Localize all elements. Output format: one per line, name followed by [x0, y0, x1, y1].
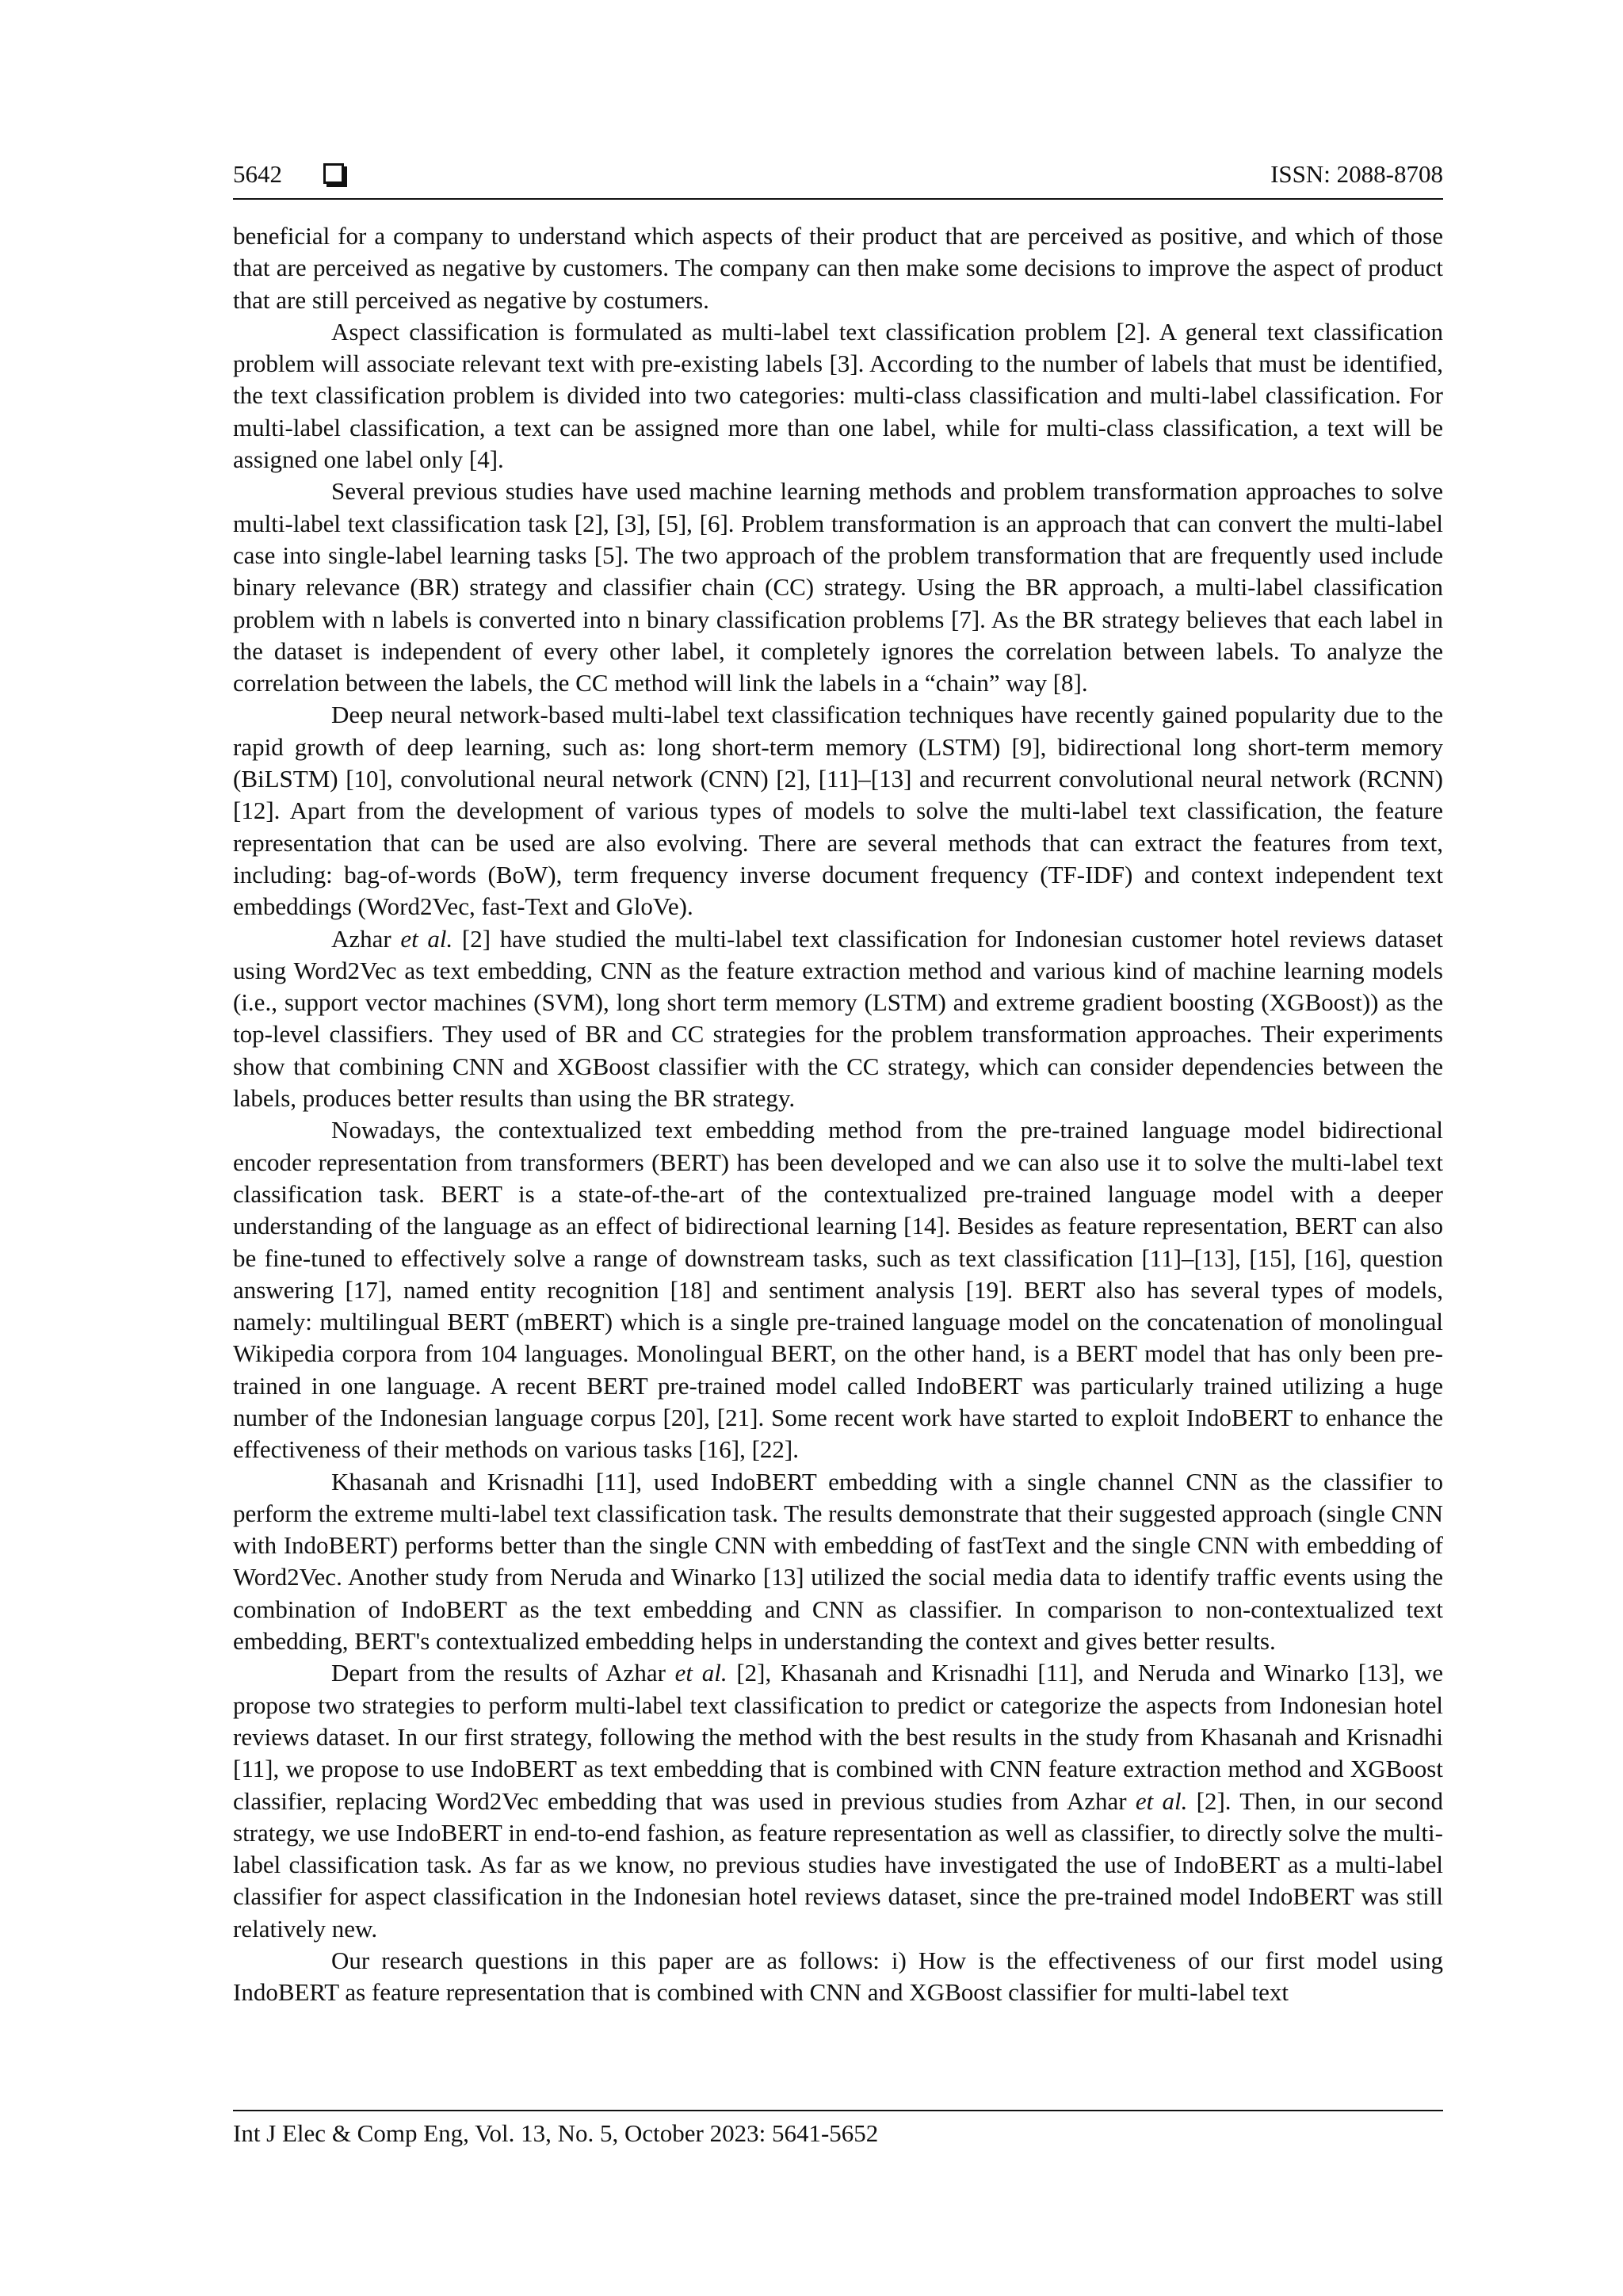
body-paragraph [233, 220, 1443, 316]
page-number: 5642 [233, 160, 282, 188]
article-body [233, 220, 1443, 2009]
body-paragraph [233, 1114, 1443, 1465]
journal-citation: Int J Elec & Comp Eng, Vol. 13, No. 5, October 2023: 5641-5652 [233, 2119, 879, 2147]
body-paragraph [233, 316, 1443, 476]
paragraph-text: Several previous studies have used machine learning methods and problem transformation approaches to solve multi-label text classification task [2], [3], [5], [6]. Problem transformation is an approach that can convert the multi-label case into single-label learning tasks [5]. The two approach of the problem transformation that are frequently used include binary relevance (BR) strategy and classifier chain (CC) strategy. Using the BR approach, a multi-label classification problem with n labels is converted into n binary classification problems [7]. As the BR strategy believes that each label in the dataset is independent of every other label, it completely ignores the correlation between labels. To analyze the correlation between the labels, the CC method will link the labels in a “chain” way [8]. [233, 477, 1443, 697]
body-paragraph [233, 1945, 1443, 2009]
body-paragraph [233, 1657, 1443, 1945]
issn-label: ISSN: 2088-8708 [1270, 160, 1443, 188]
italic-text: et al. [400, 924, 453, 953]
footer-divider [233, 2110, 1443, 2111]
page-header [233, 157, 1443, 192]
body-paragraph [233, 699, 1443, 923]
paragraph-text: Depart from the results of Azhar [331, 1659, 675, 1687]
paragraph-text: Our research questions in this paper are as follows: i) How is the effectiveness of our first model using IndoBERT as feature representation that is combined with CNN and XGBoost classifier for multi-label text [233, 1946, 1443, 2007]
paragraph-text: beneficial for a company to understand which aspects of their product that are perceived as positive, and which of those that are perceived as negative by customers. The company can then make some decisions to improve the aspect of product that are still perceived as negative by costumers. [233, 222, 1443, 314]
box-icon [323, 163, 344, 184]
paragraph-text: [2]. Then, in our second strategy, we use IndoBERT in end-to-end fashion, as feature representation as well as classifier, to directly solve the multi-label classification task. As far as we know, no previous studies have investigated the use of IndoBERT as a multi-label classifier for aspect classification in the Indonesian hotel reviews dataset, since the pre-trained model IndoBERT was still relatively new. [233, 1786, 1443, 1943]
body-paragraph [233, 476, 1443, 699]
body-paragraph [233, 923, 1443, 1115]
paragraph-text: Deep neural network-based multi-label text classification techniques have recently gained popularity due to the rapid growth of deep learning, such as: long short-term memory (LSTM) [9], bidirectional long short-term memory (BiLSTM) [10], convolutional neural network (CNN) [2], [11]–[13] and recurrent convolutional neural network (RCNN) [12]. Apart from the development of various types of models to solve the multi-label text classification, the feature representation that can be used are also evolving. There are several methods that can extract the features from text, including: bag-of-words (BoW), term frequency inverse document frequency (TF-IDF) and context independent text embeddings (Word2Vec, fast-Text and GloVe). [233, 701, 1443, 921]
paragraph-text: Khasanah and Krisnadhi [11], used IndoBERT embedding with a single channel CNN as the classifier to perform the extreme multi-label text classification task. The results demonstrate that their suggested approach (single CNN with IndoBERT) performs better than the single CNN with embedding of fastText and the single CNN with embedding of Word2Vec. Another study from Neruda and Winarko [13] utilized the social media data to identify traffic events using the combination of IndoBERT as the text embedding and CNN as classifier. In comparison to non-contextualized text embedding, BERT's contextualized embedding helps in understanding the context and gives better results. [233, 1467, 1443, 1656]
paragraph-text: Aspect classification is formulated as multi-label text classification problem [2]. A general text classification problem will associate relevant text with pre-existing labels [3]. According to the number of labels that must be identified, the text classification problem is divided into two categories: multi-class classification and multi-label classification. For multi-label classification, a text can be assigned more than one label, while for multi-class classification, a text will be assigned one label only [4]. [233, 317, 1443, 474]
body-paragraph [233, 1466, 1443, 1658]
header-divider [233, 198, 1443, 200]
italic-text: et al. [674, 1659, 727, 1687]
paragraph-text: Azhar [331, 924, 401, 953]
paragraph-text: [2], Khasanah and Krisnadhi [11], and Neruda and Winarko [13], we propose two strategies to perform multi-label text classification to predict or categorize the aspects from Indonesian hotel reviews dataset. In our first strategy, following the method with the best results in the study from Khasanah and Krisnadhi [11], we propose to use IndoBERT as text embedding that is combined with CNN feature extraction method and XGBoost classifier, replacing Word2Vec embedding that was used in previous studies from Azhar [233, 1659, 1443, 1815]
paragraph-text: [2] have studied the multi-label text classification for Indonesian customer hotel reviews dataset using Word2Vec as text embedding, CNN as the feature extraction method and various kind of machine learning models (i.e., support vector machines (SVM), long short term memory (LSTM) and extreme gradient boosting (XGBoost)) as the top-level classifiers. They used of BR and CC strategies for the problem transformation approaches. Their experiments show that combining CNN and XGBoost classifier with the CC strategy, which can consider dependencies between the labels, produces better results than using the BR strategy. [233, 924, 1443, 1113]
paragraph-text: Nowadays, the contextualized text embedding method from the pre-trained language model bidirectional encoder representation from transformers (BERT) has been developed and we can also use it to solve the multi-label text classification task. BERT is a state-of-the-art of the contextualized pre-trained language model with a deeper understanding of the language as an effect of bidirectional learning [14]. Besides as feature representation, BERT can also be fine-tuned to effectively solve a range of downstream tasks, such as text classification [11]–[13], [15], [16], question answering [17], named entity recognition [18] and sentiment analysis [19]. BERT also has several types of models, namely: multilingual BERT (mBERT) which is a single pre-trained language model on the concatenation of monolingual Wikipedia corpora from 104 languages. Monolingual BERT, on the other hand, is a BERT model that has only been pre-trained in one language. A recent BERT pre-trained model called IndoBERT was particularly trained utilizing a huge number of the Indonesian language corpus [20], [21]. Some recent work have started to exploit IndoBERT to enhance the effectiveness of their methods on various tasks [16], [22]. [233, 1116, 1443, 1464]
italic-text: et al. [1135, 1786, 1188, 1815]
